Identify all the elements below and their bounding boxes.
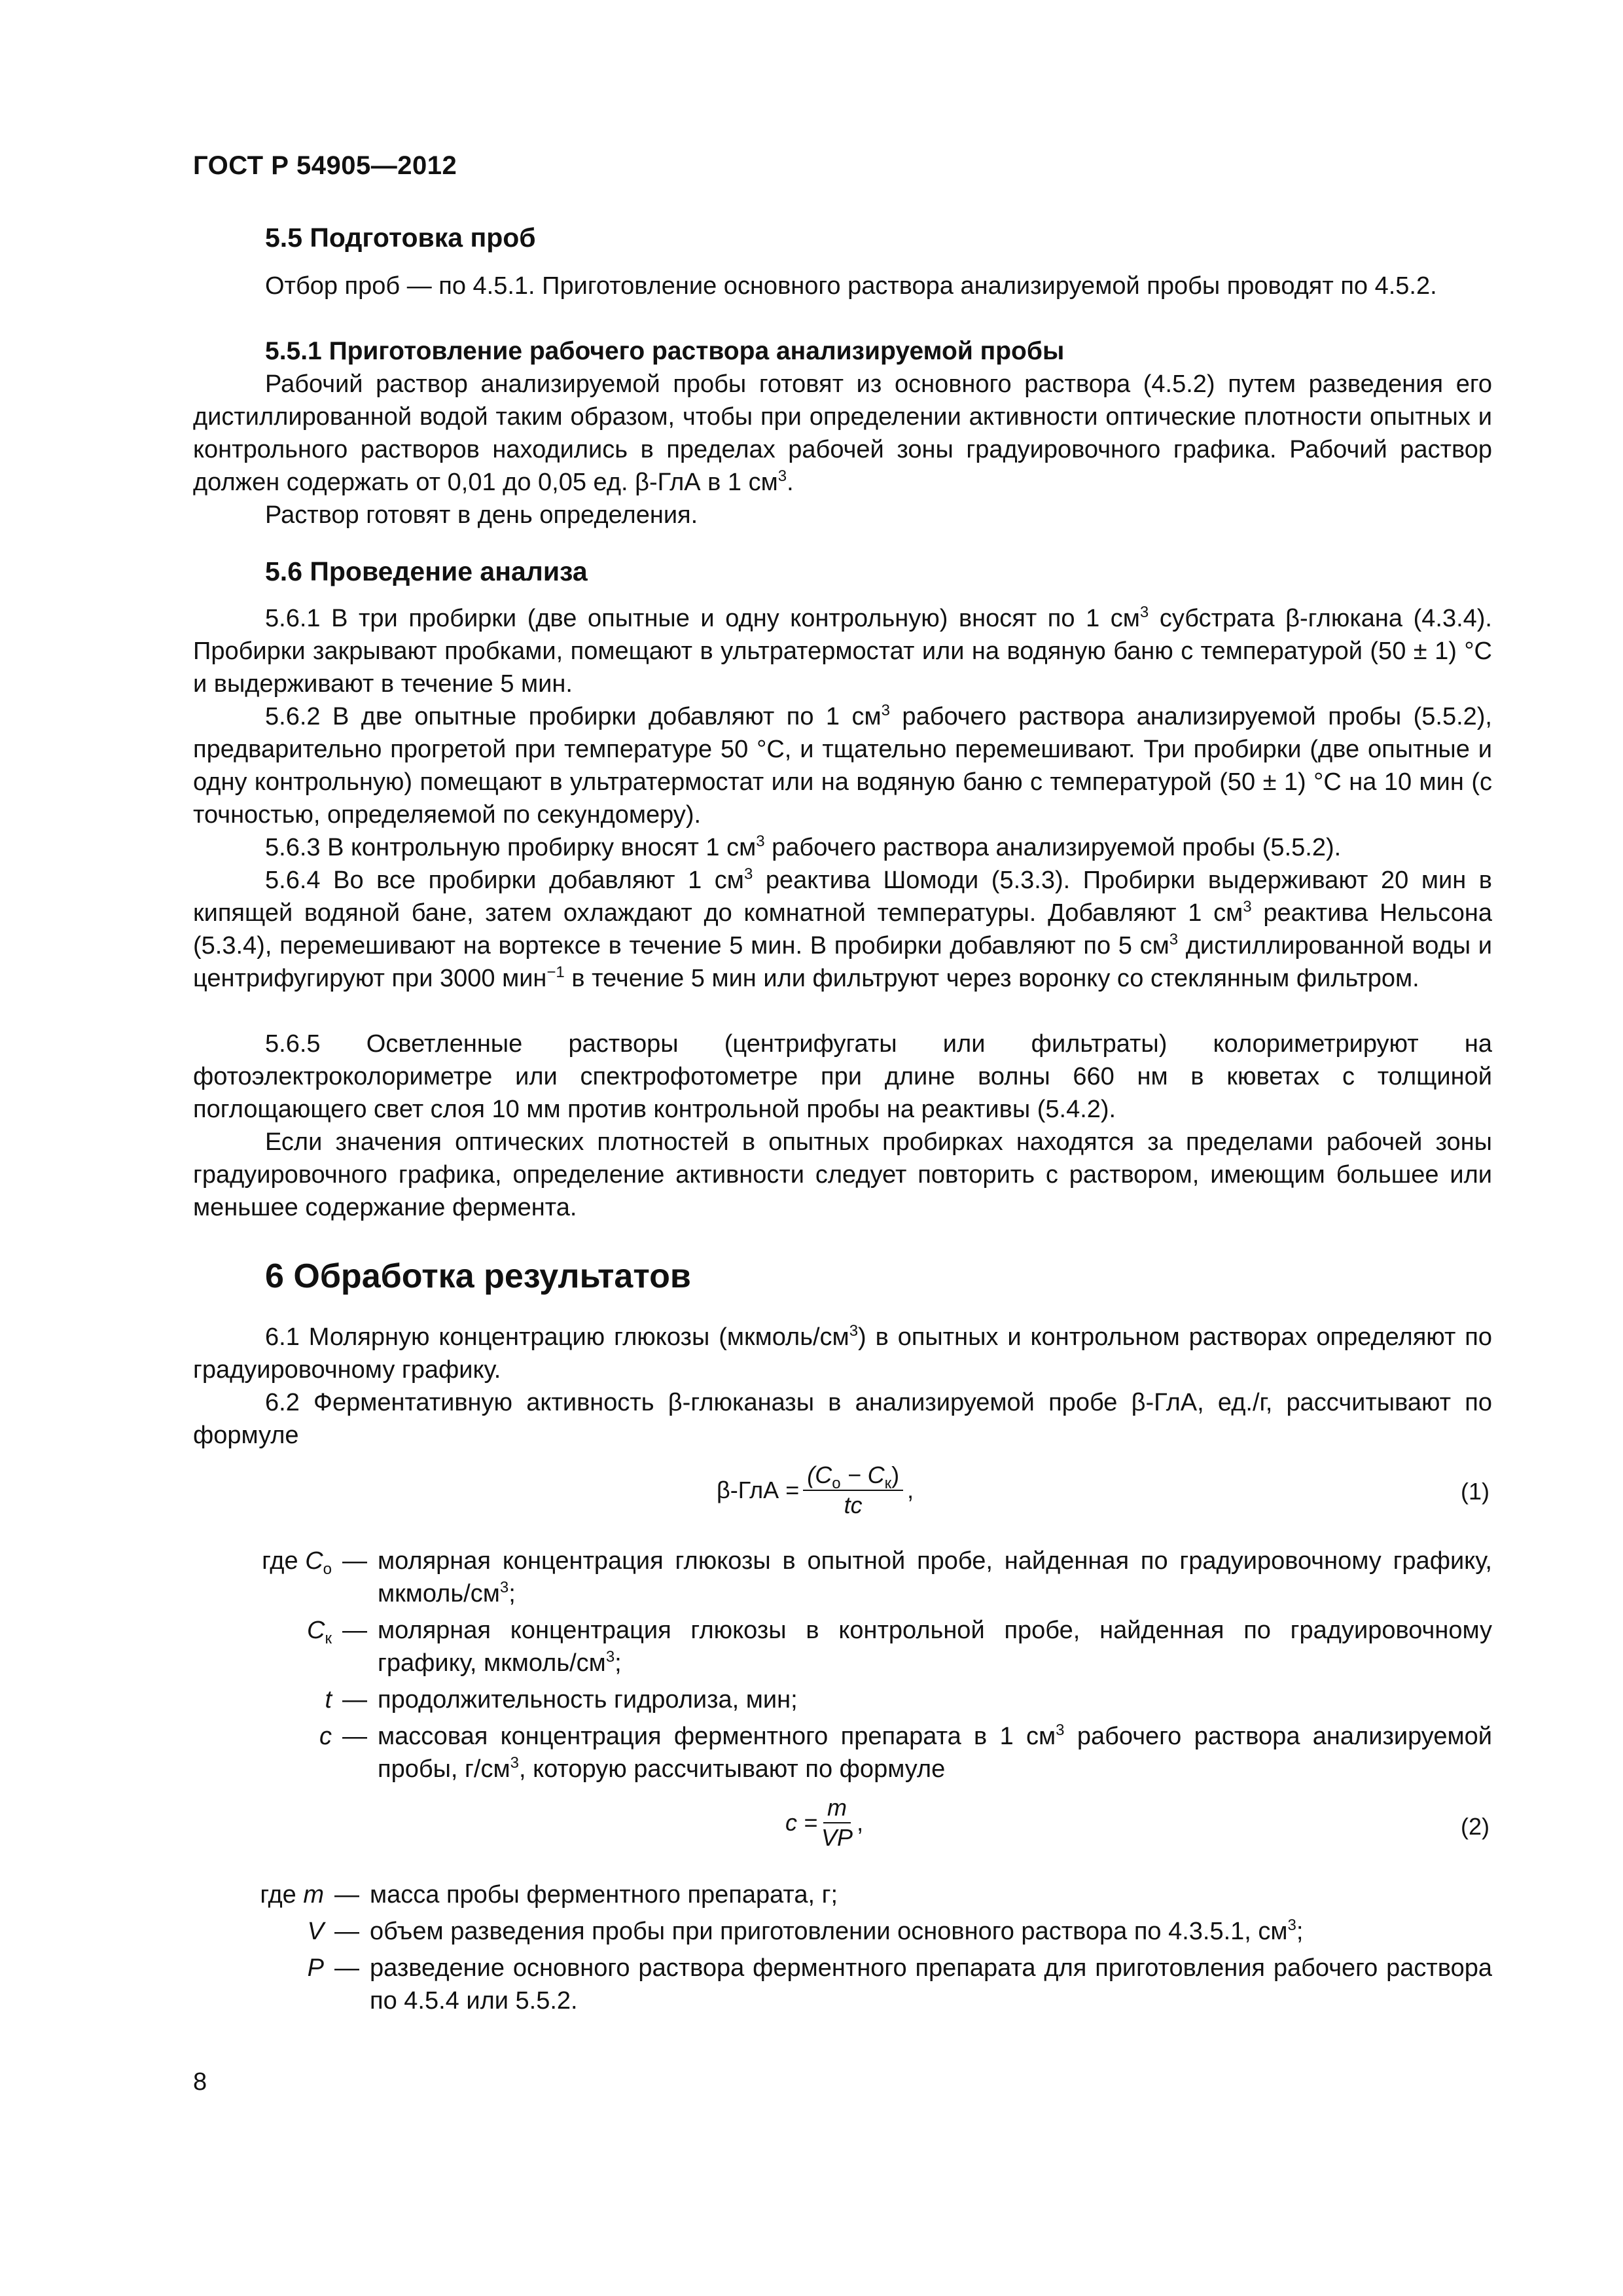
formula-1-denominator: tc bbox=[844, 1492, 863, 1518]
formula-2: c = $\frac{m}{VP}$ , bbox=[785, 1794, 864, 1851]
standard-header: ГОСТ Р 54905—2012 bbox=[193, 151, 457, 180]
formula-1-number: (1) bbox=[1461, 1478, 1489, 1505]
formula-1-definitions bbox=[193, 1545, 1492, 1789]
definition-row: где $C_о$ — молярная концентрация глюкозы в опытной пробе, найденная по градуировочному графику, мкмоль/$см^3$; bbox=[262, 1547, 1492, 1607]
formula-1-numerator: $(C_о - C_к)$ bbox=[803, 1461, 903, 1491]
definition-row: $C_к$ — молярная концентрация глюкозы в контрольной пробе, найденная по градуировочному графику, мкмоль/$см^3$; bbox=[307, 1617, 1492, 1677]
formula-1-lhs: β-ГлА = bbox=[717, 1477, 800, 1503]
section-5-6-3-para: 5.6.3 В контрольную пробирку вносят 1 $см^3$ рабочего раствора анализируемой пробы (5.5.2). bbox=[265, 833, 1342, 861]
page-number: 8 bbox=[193, 2068, 207, 2096]
definition-row: c — массовая концентрация ферментного препарата в 1 $см^3$ рабочего раствора анализируемой пробы, $г/см^3$, которую рассчитывают по формуле bbox=[319, 1721, 1492, 1783]
section-5-6-2-para: 5.6.2 В две опытные пробирки добавляют по 1 $см^3$ рабочего раствора анализируемой пробы (5.5.2), предварительно прогретой при температуре 50 °С, и тщательно перемешивают. Три пробирки (две опытные и одну контрольную) помещают в ультратермостат или на водяную баню с температурой (50 ± 1) °С на 10 мин (с точностью, определяемой по секундомеру). bbox=[193, 702, 1492, 829]
formula-2-definitions bbox=[193, 1878, 1492, 2021]
formula-1: β-ГлА = $\frac{(C_о - C_к)}{tc}$ , bbox=[717, 1462, 914, 1518]
section-6-heading: 6 Обработка результатов bbox=[265, 1257, 691, 1295]
section-5-6-heading: 5.6 Проведение анализа bbox=[265, 556, 588, 586]
section-5-5-heading: 5.5 Подготовка проб bbox=[265, 223, 536, 253]
section-5-5-1-para: Рабочий раствор анализируемой пробы готовят из основного раствора (4.5.2) путем разведения его дистиллированной водой таким образом, чтобы при определении активности оптические плотности опытных и контрольного растворов находились в пределах рабочей зоны градуировочного графика. Рабочий раствор должен содержать от 0,01 до 0,05 ед. β-ГлА в 1 $см^3$. bbox=[193, 370, 1492, 496]
section-5-5-1-para2: Раствор готовят в день определения. bbox=[265, 501, 698, 529]
formula-2-fraction bbox=[821, 1793, 853, 1852]
formula-2-numerator: m bbox=[823, 1793, 851, 1823]
section-5-5-para: Отбор проб — по 4.5.1. Приготовление основного раствора анализируемой пробы проводят по 4.5.2. bbox=[265, 272, 1437, 300]
section-6-2-para: 6.2 Ферментативную активность β-глюканазы в анализируемой пробе β-ГлА, ед./г, рассчитывают по формуле bbox=[193, 1389, 1492, 1449]
formula-2-number: (2) bbox=[1461, 1813, 1489, 1840]
formula-2-denominator: VP bbox=[821, 1824, 853, 1851]
definition-row: P — разведение основного раствора ферментного препарата для приготовления рабочего раствора по 4.5.4 или 5.5.2. bbox=[307, 1954, 1492, 2015]
section-5-6-5-para: 5.6.5 Осветленные растворы (центрифугаты или фильтраты) колориметрируют на фотоэлектроколориметре или спектрофотометре при длине волны 660 нм в кюветах с толщиной поглощающего свет слоя 10 мм против контрольной пробы на реактивы (5.4.2). bbox=[193, 1030, 1492, 1123]
section-5-6-6-para: Если значения оптических плотностей в опытных пробирках находятся за пределами рабочей зоны градуировочного графика, определение активности следует повторить с раствором, имеющим большее или меньшее содержание фермента. bbox=[193, 1128, 1492, 1221]
section-6-1-para: 6.1 Молярную концентрацию глюкозы $(мкмоль/см^3)$ в опытных и контрольном растворах определяют по градуировочному графику. bbox=[193, 1322, 1492, 1384]
formula-2-lhs: c = bbox=[785, 1809, 818, 1836]
section-5-5-1-heading: 5.5.1 Приготовление рабочего раствора анализируемой пробы bbox=[265, 337, 1065, 365]
definition-row: V — объем разведения пробы при приготовлении основного раствора по 4.3.5.1, $см^3$; bbox=[307, 1916, 1304, 1945]
section-5-6-4-para: 5.6.4 Во все пробирки добавляют 1 $см^3$ реактива Шомоди (5.3.3). Пробирки выдерживают 20 мин в кипящей водяной бане, затем охлаждают до комнатной температуры. Добавляют 1 $см^3$ реактива Нельсона (5.3.4), перемешивают на вортексе в течение 5 мин. В пробирки добавляют по 5 $см^3$ дистиллированной воды и центрифугируют при 3000 мин$^{-1}$ в течение 5 мин или фильтруют через воронку со стеклянным фильтром. bbox=[193, 865, 1493, 992]
definition-row: где m — масса пробы ферментного препарата, г; bbox=[260, 1881, 838, 1909]
definition-row: t — продолжительность гидролиза, мин; bbox=[325, 1686, 798, 1713]
section-5-6-1-para: 5.6.1 В три пробирки (две опытные и одну контрольную) вносят по 1 $см^3$ субстрата β-глюкана (4.3.4). Пробирки закрывают пробками, помещают в ультратермостат или на водяную баню с температурой (50 ± 1) °С и выдерживают в течение 5 мин. bbox=[193, 603, 1492, 698]
formula-1-fraction bbox=[803, 1461, 903, 1520]
